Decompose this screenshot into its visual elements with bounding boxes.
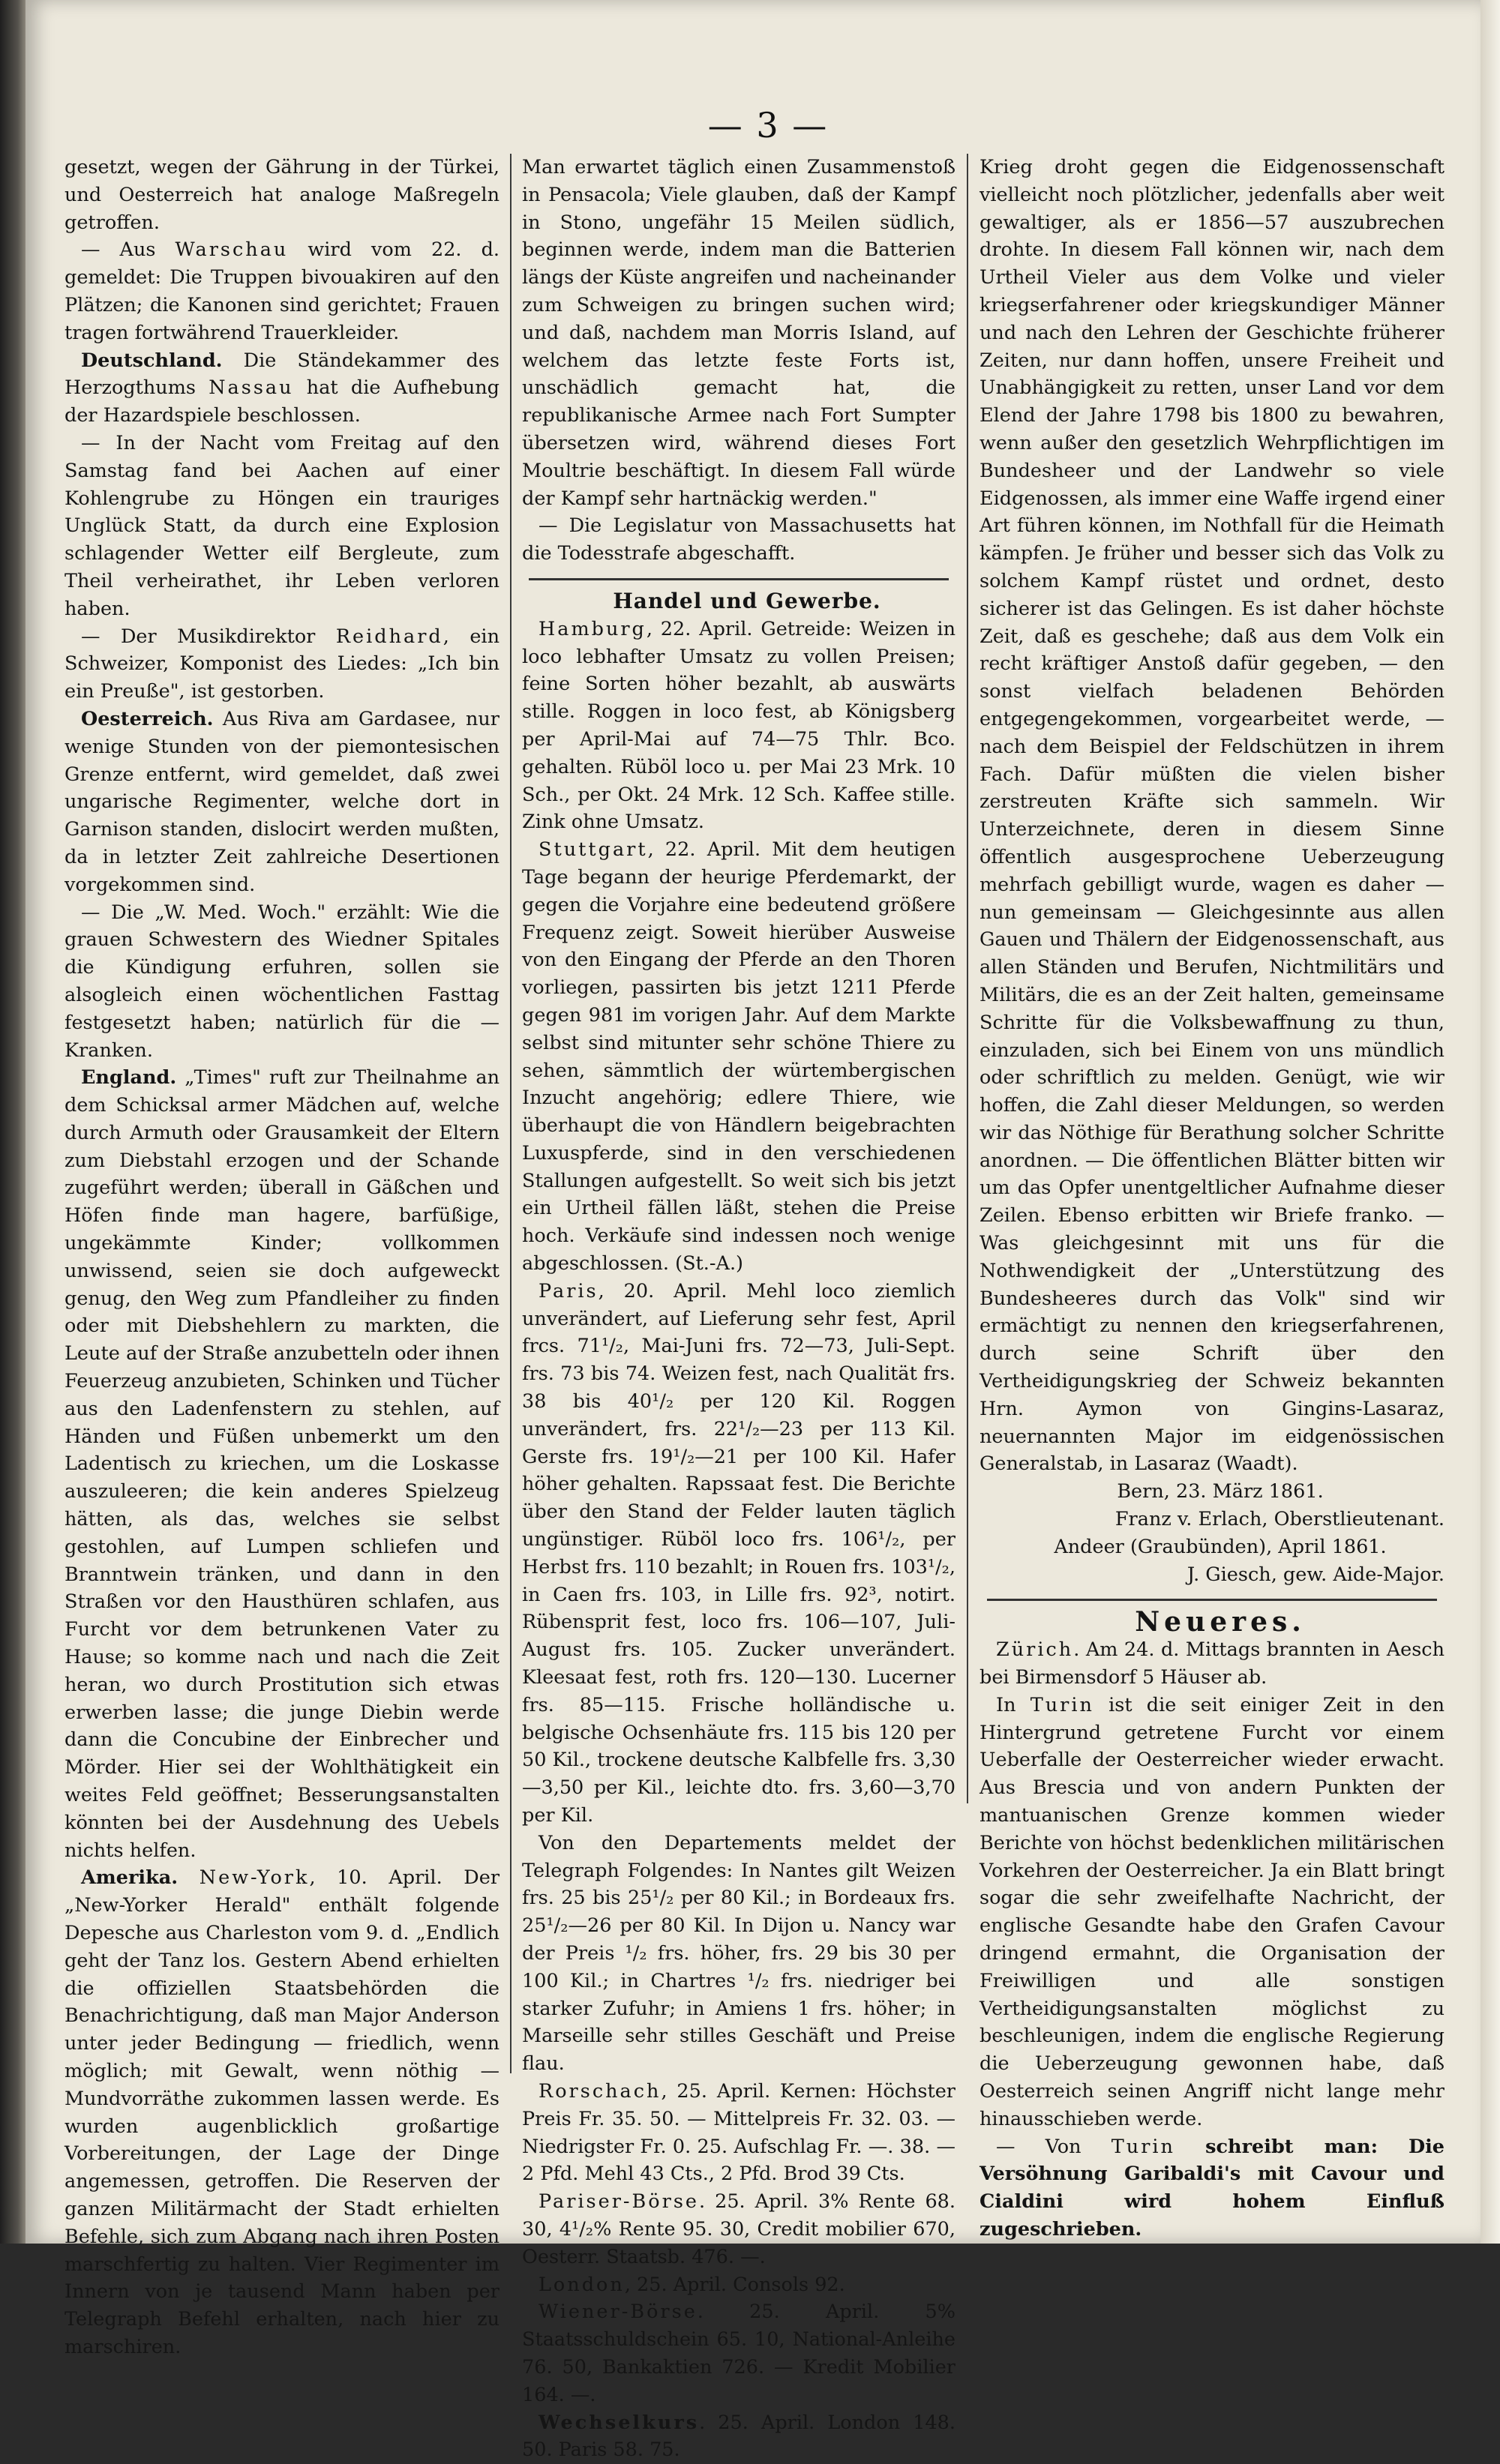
market-departements: Von den Departements meldet der Telegraph Folgendes: In Nantes gilt Weizen frs. 25 bis 25¹/₂ per 80 Kil.; in Bordeaux frs. 25¹/₂—26 per 80 Kil. In Dijon u. Nancy war der Preis ¹/₂ frs. höher, frs. 29 bis 30 per 100 Kil.; in Chartres ¹/₂ frs. niedriger bei starker Zufuhr; in Amiens 1 frs. höher; in Marseille sehr stilles Geschäft und Preise flau. <box>522 1831 956 2076</box>
place-name-wechselkurs: Wechselkurs <box>538 2411 700 2434</box>
column-1 <box>64 154 500 2361</box>
article-amerika <box>64 1864 500 2361</box>
scan-right-edge <box>1480 0 1500 2244</box>
place-name-turin: Turin <box>1111 2135 1175 2158</box>
section-divider <box>529 578 949 580</box>
article-text: . 25. April. London 148. 50. Paris 58. 75. <box>522 2411 956 2462</box>
article-massachusetts: — Die Legislatur von Massachusetts hat die Todesstrafe abgeschafft. <box>522 514 956 565</box>
article-text: , 25. April. Kernen: Höchster Preis Fr. 35. 50. — Mittelpreis Fr. 32. 03. — Niedrigster Fr. 0. 25. Aufschlag Fr. —. 38. — 2 Pfd. Mehl 43 Cts., 2 Pfd. Brod 39 Cts. <box>522 2079 956 2186</box>
news-turin-garibaldi <box>980 2133 1444 2244</box>
place-name-new-york: New-York <box>199 1866 310 1890</box>
article-lead: In <box>996 1693 1016 1716</box>
market-paris <box>522 1278 956 1830</box>
news-turin <box>980 1692 1444 2133</box>
article-lead: — Der Musikdirektor <box>81 625 316 648</box>
place-name-london: London <box>538 2273 625 2296</box>
article-text: , 20. April. Mehl loco ziemlich unverändert, auf Lieferung sehr fest, April frcs. 71¹/₂, Mai-Juni frs. 72—73, Juli-Sept. frs. 73 bis 74. Weizen fest, nach Qualität frs. 38 bis 40¹/₂ per 120 Kil. Roggen unverändert, frs. 22¹/₂—23 per 113 Kil. Gerste frs. 19¹/₂—21 per 100 Kil. Hafer höher gehalten. Rapssaat fest. Die Berichte über den Stand der Felder lauten täglich ungünstiger. Rüböl loco frs. 106¹/₂, per Herbst frs. 110 bezahlt; in Rouen frs. 103¹/₂, in Caen frs. 103, in Lille frs. 92³, notirt. Rübensprit fest, loco frs. 106—107, Juli-August frs. 105. Zucker unverändert. Kleesaat fest, roth frs. 120—130. Lucerner frs. 85—115. Frische holländische u. belgische Ochsenhäute frs. 115 bis 120 per 50 Kil., trockene deutsche Kalbfelle frs. 3,30—3,50 per Kil., leichte dto. frs. 3,60—3,70 per Kil. <box>522 1279 956 1827</box>
place-name-stuttgart: Stuttgart <box>538 838 648 862</box>
article-text: , 25. April. Consols 92. <box>624 2273 845 2296</box>
country-heading-amerika: Amerika. <box>81 1866 178 1890</box>
newspaper-page <box>26 0 1480 2462</box>
market-stuttgart <box>522 836 956 1278</box>
scan-left-edge <box>0 0 26 2244</box>
market-rorschach <box>522 2078 956 2188</box>
signature-andeer: Andeer (Graubünden), April 1861. <box>1054 1535 1387 1558</box>
article-wiener-spital: — Die „W. Med. Woch." erzählt: Wie die grauen Schwestern des Wiedner Spitales die Kündigung erfuhren, sollen sie alsogleich einen wöchentlichen Fasttag festgesetzt haben; natürlich für die — Kranken. <box>64 901 500 1062</box>
article-text: hat die Aufhebung der Hazardspiele beschlossen. <box>64 376 500 427</box>
place-name-zurich: Zürich <box>996 1638 1074 1662</box>
place-name-wiener-boerse: Wiener-Börse <box>538 2301 698 2324</box>
article-reidhard <box>64 623 500 706</box>
page-number: — 3 — <box>707 105 829 145</box>
article-text: . 25. April. 3% Rente 68. 30, 4¹/₂% Rente 95. 30, Credit mobilier 670, Oesterr. Staatsb. 476. —. <box>522 2190 956 2268</box>
column-rule-right <box>967 154 968 1803</box>
column-2 <box>522 154 956 2464</box>
place-name-turin: Turin <box>1030 1693 1094 1716</box>
article-volksbewaffnung: Krieg droht gegen die Eidgenossenschaft vielleicht noch plötzlicher, jedenfalls aber weit gewaltiger, als er 1856—57 auszubrechen drohte. In diesem Fall können wir, nach dem Urtheil Vieler aus dem Volke und vieler kriegserfahrener oder kriegskundiger Männer und nach den Lehren der Geschichte früherer Zeiten, nur dann hoffen, unsere Freiheit und Unabhängigkeit zu retten, unser Land vor dem Elend der Jahre 1798 bis 1800 zu bewahren, wenn außer den gesetzlich Wehrpflichtigen im Bundesheer und der Landwehr so viele Eidgenossen, als immer eine Waffe irgend einer Art führen können, im Nothfall für die Heimath kämpfen. Je früher und besser sich das Volk zu solchem Kampf rüstet und ordnet, desto sicherer ist das Gelingen. Es ist daher höchste Zeit, daß es geschehe; daß aus dem Volk ein recht kräftiger Anstoß dafür gegeben, — den sonst vielfach beladenen Behörden entgegengekommen, vorgearbeitet werde, — nach dem Beispiel der Feldschützen in ihrem Fach. Dafür müßten die vielen bisher zerstreuten Kräfte sich sammeln. Wir Unterzeichnete, deren in diesem Sinne öffentlich ausgesprochene Ueberzeugung mehrfach gebilligt wurde, wagen es daher — nun gemeinsam — Gleichgesinnte aus allen Gauen und Thälern der Eidgenossenschaft, aus allen Ständen und Berufen, Nichtmilitärs und Militärs, die es an der Zeit halten, gemeinsame Schritte für die Volksbewaffnung zu thun, einzuladen, sich bei Einem von uns mündlich oder schriftlich zu melden. Genügt, wie wir hoffen, die Zahl dieser Meldungen, so werden wir das Nöthige für Berathung solcher Schritte anordnen. — Die öffentlichen Blätter bitten wir um das Opfer unentgeltlicher Aufnahme dieser Zeilen. Ebenso erbitten wir Briefe franko. — Was gleichgesinnt mit uns für die Nothwendigkeit der „Unterstützung des Bundesheeres durch das Volk" sind wir ermächtigt zu nennen den kriegserfahrenen, durch seine Schrift über den Vertheidigungskrieg der Schweiz bekannten Hrn. Aymon von Gingins-Lasaraz, neuernannten Major im eidgenössischen Generalstab, in Lasaraz (Waadt). <box>980 156 1444 1476</box>
market-hamburg <box>522 616 956 836</box>
column-3 <box>980 154 1444 2244</box>
market-wechselkurs <box>522 2409 956 2464</box>
article-lead: — Von <box>996 2135 1082 2158</box>
place-name-paris: Paris <box>538 1279 598 1302</box>
section-heading-handel: Handel und Gewerbe. <box>613 588 881 613</box>
section-divider <box>987 1599 1437 1601</box>
article-text: Die Ständekammer des Herzogthums <box>64 349 500 400</box>
article-text: . Am 24. d. Mittags brannten in Aesch bei Birmensdorf 5 Häuser ab. <box>980 1638 1444 1689</box>
article-lead: — Aus <box>81 238 156 262</box>
article-warschau <box>64 236 500 346</box>
market-wiener-boerse <box>522 2298 956 2409</box>
signature-date: Bern, 23. März 1861. <box>1117 1480 1324 1503</box>
article-text: „Times" ruft zur Theilnahme an dem Schicksal armer Mädchen auf, welche durch Armuth oder Grausamkeit der Eltern zum Diebstahl erzogen und der Schande zugeführt werden; überall in Gäßchen und Höfen finde man hagere, barfüßige, ungekämmte Kinder; vollkommen unwissend, seien sie doch aufgeweckt genug, den Weg zum Pfandleiher zu finden oder mit Diebshehlern zu markten, die Leute auf der Straße anzubetteln oder ihnen Feuerzeug anzubieten, Schinken und Tücher aus den Ladenfenstern zu stehlen, auf Händen und Füßen unbemerkt um den Ladentisch zu kriechen, um die Loskasse auszuleeren; die kein anderes Spielzeug hätten, als das, welches sie selbst gestohlen, auf Lumpen schliefen und Branntwein tränken, und dann in den Straßen vor den Hausthüren schlafen, aus Furcht vor dem betrunkenen Vater zu Hause; so komme nach und nach die Zeit heran, wo durch Prostitution sich etwas erwerben lasse; die junge Diebin werde dann die Concubine der Einbrecher und Mörder. Hier sei der Wohlthätigkeit ein weites Feld geöffnet; Besserungsanstalten könnten bei der Ausdehnung des Uebels nichts helfen. <box>64 1066 500 1862</box>
article-text: , 10. April. Der „New-Yorker Herald" enthält folgende Depesche aus Charleston vom 9. d. „Endlich geht der Tanz los. Gestern Abend erhielten die offiziellen Staatsbehörden die Benachrichtigung, daß man Major Anderson unter jeder Bedingung — friedlich, wenn möglich; mit Gewalt, wenn nöthig — Mundvorräthe zukommen lassen werde. Es wurden augenblicklich großartige Vorbereitungen, der Lage der Dinge angemessen, getroffen. Die Reserven der ganzen Militärmacht der Stadt erhielten Befehle, sich zum Abgang nach ihren Posten marschfertig zu halten. Vier Regimenter im Innern von je tausend Mann haben per Telegraph Befehl erhalten, nach hier zu marschiren. <box>64 1866 500 2358</box>
person-name-reidhard: Reidhard <box>335 625 443 648</box>
place-name-pariser-boerse: Pariser-Börse <box>538 2190 700 2214</box>
place-name-nassau: Nassau <box>208 376 294 400</box>
place-name-rorschach: Rorschach <box>538 2079 662 2103</box>
country-heading-deutschland: Deutschland. <box>81 349 223 372</box>
article-deutschland <box>64 347 500 430</box>
article-text: ist die seit einiger Zeit in den Hintergrund getretene Furcht vor einem Ueberfalle der Oesterreicher wieder erwacht. Aus Brescia und von andern Punkten der mantuanischen Grenze kommen wieder Berichte von höchst bedenklichen militärischen Vorkehren der Oesterreicher. Ja ein Blatt bringt sogar die sehr zweifelhafte Nachricht, der englische Gesandte habe den Grafen Cavour dringend ermahnt, die Organisation der Freiwilligen und alle sonstigen Vertheidigungsanstalten möglichst zu beschleunigen, indem die englische Regierung die Ueberzeugung gewonnen habe, daß Oesterreich seinen Angriff nicht lange mehr hinausschieben werde. <box>980 1693 1444 2130</box>
country-heading-oesterreich: Oesterreich. <box>81 707 214 730</box>
article-text: , ein Schweizer, Komponist des Liedes: „Ich bin ein Preuße", ist gestorben. <box>64 625 500 703</box>
signature-giesch: J. Giesch, gew. Aide-Major. <box>1186 1563 1444 1586</box>
article-amerika-continued: Man erwartet täglich einen Zusammenstoß in Pensacola; Viele glauben, daß der Kampf in Stono, ungefähr 15 Meilen südlich, beginnen werde, indem man die Batterien längs der Küste angreifen und nacheinander zum Schweigen zu bringen suchen wird; und daß, nachdem man Morris Island, auf welchem das letzte feste Forts ist, unschädlich gemacht hat, die republikanische Armee nach Fort Sumpter übersetzen wird, während dieses Fort Moultrie beschäftigt. In diesem Fall würde der Kampf sehr hartnäckig werden." <box>522 156 956 510</box>
market-pariser-boerse <box>522 2188 956 2271</box>
article-text: , 22. April. Getreide: Weizen in loco lebhafter Umsatz zu vollen Preisen; feine Sorten höher bezahlt, ab auswärts stille. Roggen in loco fest, ab Königsberg per April-Mai auf 74—75 Thlr. Bco. gehalten. Rüböl loco u. per Mai 23 Mrk. 10 Sch., per Okt. 24 Mrk. 12 Sch. Kaffee stille. Zink ohne Umsatz. <box>522 617 956 834</box>
section-heading-neueres: Neueres. <box>1135 1606 1306 1638</box>
country-heading-england: England. <box>81 1066 177 1090</box>
article-oesterreich <box>64 706 500 899</box>
article-text: schreibt man: Die Versöhnung Garibaldi's mit Cavour und Cialdini wird hohem Einfluß zugeschrieben. <box>980 2135 1444 2241</box>
article-aachen: — In der Nacht vom Freitag auf den Samstag fand bei Aachen auf einer Kohlengrube zu Höngen ein trauriges Unglück Statt, da durch eine Explosion schlagender Wetter eilf Bergleute, zum Theil verheirathet, ihr Leben verloren haben. <box>64 431 500 620</box>
place-name-hamburg: Hamburg <box>538 617 646 640</box>
article-text: wird vom 22. d. gemeldet: Die Truppen bivouakiren auf den Plätzen; die Kanonen sind gerichtet; Frauen tragen fortwährend Trauerkleider. <box>64 238 500 344</box>
place-name-warschau: Warschau <box>175 238 289 262</box>
article-text: . 25. April. 5% Staatsschuldschein 65. 10, National-Anleihe 76. 50, Bankaktien 726. — Kredit Mobilier 164. —. <box>522 2301 956 2406</box>
column-rule-left <box>510 154 512 2073</box>
article-tuerkei-end: gesetzt, wegen der Gährung in der Türkei, und Oesterreich hat analoge Maßregeln getroffen. <box>64 156 500 234</box>
market-london <box>522 2271 956 2299</box>
signature-erlach: Franz v. Erlach, Oberstlieutenant. <box>1114 1508 1444 1531</box>
article-text: , 22. April. Mit dem heutigen Tage begann der heurige Pferdemarkt, der gegen die Vorjahre eine bedeutend größere Frequenz zeigt. Soweit hierüber Ausweise von den Eingang der Pferde an den Thoren vorliegen, passirten bis jetzt 1211 Pferde gegen 981 im vorigen Jahr. Auf dem Markte selbst sind mitunter sehr schöne Thiere zu sehen, sämmtlich der würtembergischen Inzucht angehörig; edlere Thiere, wie überhaupt die von Händlern beigebrachten Luxuspferde, sind in den verschiedenen Stallungen aufgestellt. So weit sich bis jetzt ein Urtheil fällen läßt, stehen die Preise hoch. Verkäufe sind indessen noch wenige abgeschlossen. (St.-A.) <box>522 838 956 1275</box>
article-text: Aus Riva am Gardasee, nur wenige Stunden von der piemontesischen Grenze entfernt, wird gemeldet, daß zwei ungarische Regimenter, welche dort in Garnison standen, dislocirt werden mußten, da in letzter Zeit zahlreiche Desertionen vorgekommen sind. <box>64 707 500 896</box>
news-zurich <box>980 1636 1444 1692</box>
article-england <box>64 1064 500 1864</box>
